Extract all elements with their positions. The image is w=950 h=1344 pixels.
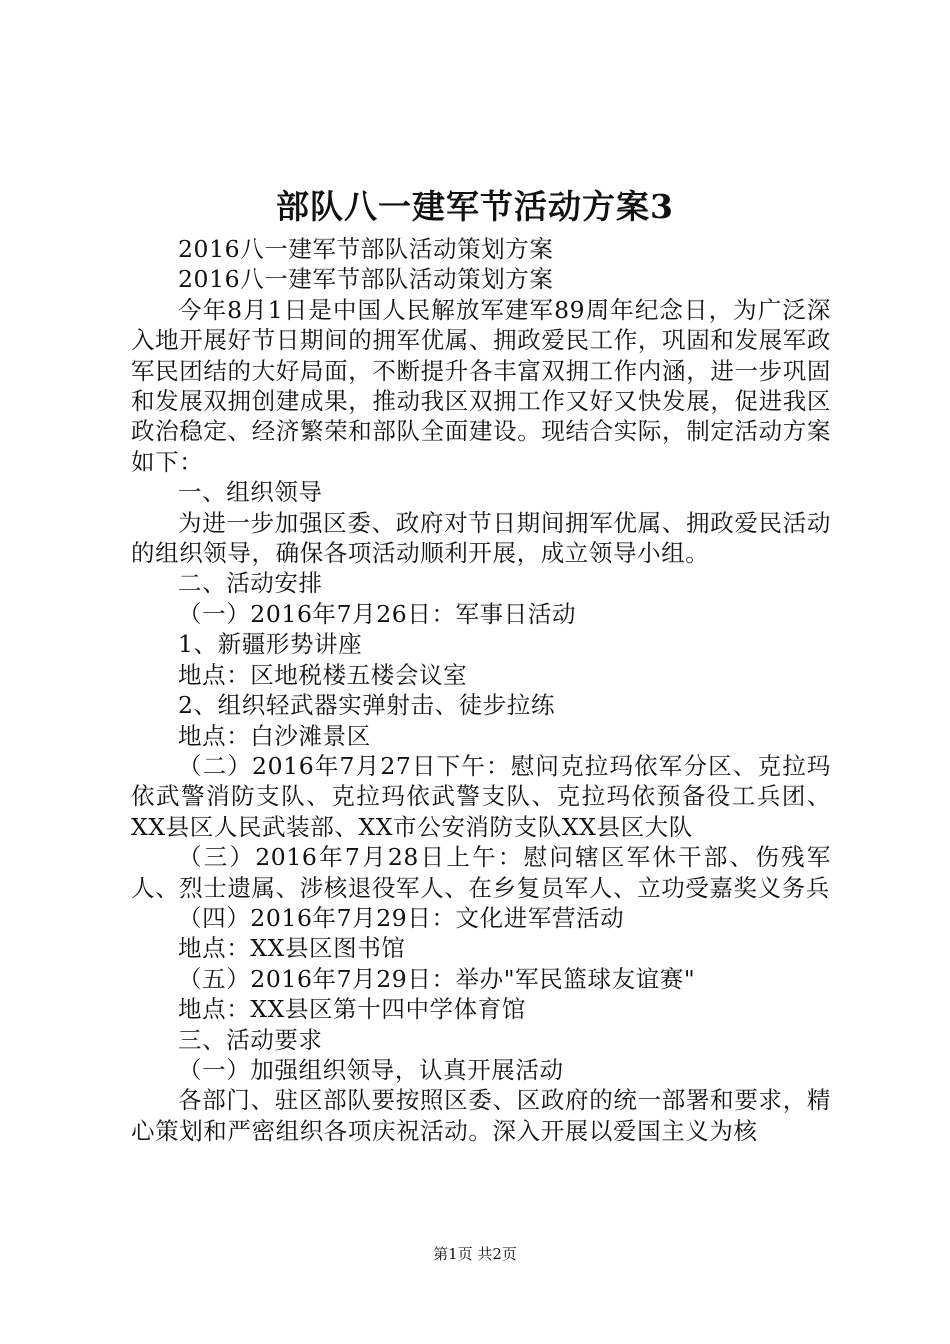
page-footer: 第1页 共2页 <box>433 1245 517 1263</box>
paragraph: （一）2016年7月26日：军事日活动 <box>178 599 577 628</box>
section-heading: 一、组织领导 <box>178 478 323 507</box>
paragraph: 为进一步加强区委、政府对节日期间拥军优属、拥政爱民活动的组织领导，确保各项活动顺利开展，成立领导小组。 <box>131 508 831 568</box>
paragraph: （三）2016年7月28日上午：慰问辖区军休干部、伤残军人、烈士遗属、涉核退役军人、在乡复员军人、立功受嘉奖义务兵 <box>131 843 831 902</box>
paragraph: 地点：XX县区图书馆 <box>178 934 406 963</box>
section-heading: 三、活动要求 <box>178 1025 323 1054</box>
paragraph: （一）加强组织领导，认真开展活动 <box>178 1055 564 1084</box>
document-title: 部队八一建军节活动方案3 <box>276 187 674 226</box>
paragraph: 1、新疆形势讲座 <box>178 630 363 659</box>
document-body <box>131 234 831 1146</box>
paragraph: （五）2016年7月29日：举办"军民篮球友谊赛" <box>178 964 696 993</box>
paragraph: 2、组织轻武器实弹射击、徒步拉练 <box>178 691 556 720</box>
paragraph: 2016八一建军节部队活动策划方案 <box>178 235 554 263</box>
paragraph: 2016八一建军节部队活动策划方案 <box>178 265 554 294</box>
paragraph: 各部门、驻区部队要按照区委、区政府的统一部署和要求，精心策划和严密组织各项庆祝活动。深入开展以爱国主义为核 <box>131 1086 831 1145</box>
paragraph: 地点：白沙滩景区 <box>178 721 371 750</box>
paragraph: 今年8月1日是中国人民解放军建军89周年纪念日，为广泛深入地开展好节日期间的拥军优属、拥政爱民工作，巩固和发展军政军民团结的大好局面，不断提升各丰富双拥工作内涵，进一步巩固和发展双拥创建成果，推动我区双拥工作又好又快发展，促进我区政治稳定、经济繁荣和部队全面建设。现结合实际，制定活动方案如下： <box>131 295 831 476</box>
paragraph: （四）2016年7月29日：文化进军营活动 <box>178 903 625 932</box>
paragraph: 地点：区地税楼五楼会议室 <box>178 660 468 689</box>
paragraph: （二）2016年7月27日下午：慰问克拉玛依军分区、克拉玛依武警消防支队、克拉玛依武警支队、克拉玛依预备役工兵团、XX县区人民武装部、XX市公安消防支队XX县区大队 <box>131 751 831 841</box>
paragraph: 地点：XX县区第十四中学体育馆 <box>178 995 526 1024</box>
section-heading: 二、活动安排 <box>178 569 323 598</box>
